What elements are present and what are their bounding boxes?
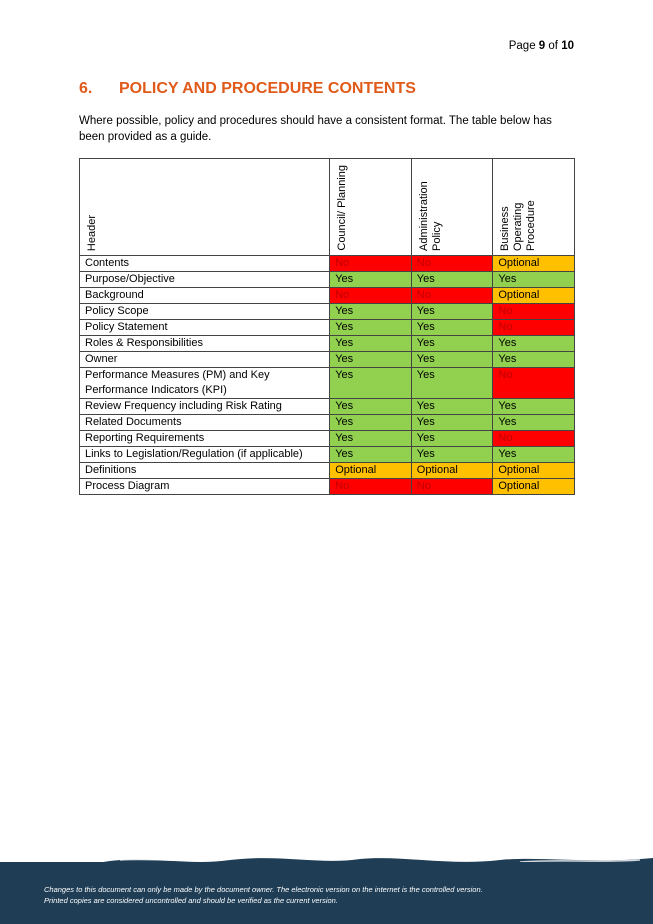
row-label: Reporting Requirements	[80, 431, 330, 447]
row-label: Background	[80, 288, 330, 304]
row-value: Optional	[411, 463, 493, 479]
row-value: Yes	[411, 304, 493, 320]
row-value: Yes	[411, 431, 493, 447]
table-row	[80, 431, 575, 447]
row-value: No	[493, 304, 575, 320]
row-value: No	[411, 288, 493, 304]
row-label: Purpose/Objective	[80, 272, 330, 288]
row-value: Yes	[330, 336, 412, 352]
row-label: Contents	[80, 256, 330, 272]
row-label: Performance Measures (PM) and Key Performance Indicators (KPI)	[80, 368, 330, 399]
contents-table	[79, 158, 575, 495]
row-value: No	[411, 256, 493, 272]
row-value: Yes	[411, 415, 493, 431]
row-value: Yes	[330, 272, 412, 288]
table-row	[80, 479, 575, 495]
row-value: Yes	[330, 415, 412, 431]
row-label: Process Diagram	[80, 479, 330, 495]
row-value: No	[411, 479, 493, 495]
intro-paragraph: Where possible, policy and procedures should have a consistent format. The table below has been provided as a guide.	[79, 115, 552, 143]
row-label: Policy Statement	[80, 320, 330, 336]
row-value: Optional	[493, 256, 575, 272]
row-value: Yes	[330, 304, 412, 320]
row-value: No	[493, 320, 575, 336]
row-value: Yes	[411, 447, 493, 463]
row-label: Policy Scope	[80, 304, 330, 320]
header-col-header: Header	[80, 159, 330, 256]
row-value: Yes	[411, 352, 493, 368]
row-value: No	[493, 368, 575, 399]
row-label: Definitions	[80, 463, 330, 479]
row-value: Yes	[493, 399, 575, 415]
table-row	[80, 336, 575, 352]
table-row	[80, 288, 575, 304]
total-pages: 10	[561, 40, 574, 52]
row-value: Yes	[493, 352, 575, 368]
row-value: Yes	[330, 368, 412, 399]
row-value: Yes	[330, 431, 412, 447]
footer-disclaimer: Changes to this document can only be made by the document owner. The electronic version on the internet is the controlled version. Printed copies are considered uncontrolled and should be verified as the current version.	[44, 885, 483, 905]
row-label: Related Documents	[80, 415, 330, 431]
row-value: No	[330, 479, 412, 495]
section-title: POLICY AND PROCEDURE CONTENTS	[119, 80, 416, 97]
table-row	[80, 272, 575, 288]
table-row	[80, 447, 575, 463]
table-row	[80, 399, 575, 415]
header-row	[80, 159, 575, 256]
page-number: Page 9 of 10	[508, 40, 574, 52]
row-value: Yes	[411, 336, 493, 352]
row-value: Optional	[493, 479, 575, 495]
header-col-administration: Administration Policy	[411, 159, 493, 256]
row-value: No	[330, 256, 412, 272]
row-value: Optional	[330, 463, 412, 479]
table-row	[80, 415, 575, 431]
row-value: Yes	[411, 272, 493, 288]
row-value: Yes	[493, 272, 575, 288]
row-value: Yes	[330, 320, 412, 336]
table-row	[80, 304, 575, 320]
section-heading	[79, 80, 416, 98]
row-value: Yes	[411, 320, 493, 336]
row-label: Owner	[80, 352, 330, 368]
row-value: Yes	[411, 399, 493, 415]
current-page: 9	[538, 40, 546, 52]
row-value: No	[493, 431, 575, 447]
row-value: Yes	[411, 368, 493, 399]
table-row	[80, 463, 575, 479]
row-value: Yes	[330, 447, 412, 463]
table-row	[80, 256, 575, 272]
row-value: No	[330, 288, 412, 304]
row-label: Roles & Responsibilities	[80, 336, 330, 352]
header-col-business: Business Operating Procedure	[493, 159, 575, 256]
section-number: 6.	[79, 80, 93, 97]
table-row	[80, 320, 575, 336]
row-value: Yes	[493, 336, 575, 352]
row-value: Yes	[493, 447, 575, 463]
row-value: Yes	[493, 415, 575, 431]
row-value: Optional	[493, 288, 575, 304]
row-value: Optional	[493, 463, 575, 479]
row-value: Yes	[330, 352, 412, 368]
row-label: Review Frequency including Risk Rating	[80, 399, 330, 415]
table-row	[80, 368, 575, 399]
table-row	[80, 352, 575, 368]
row-value: Yes	[330, 399, 412, 415]
row-label: Links to Legislation/Regulation (if applicable)	[80, 447, 330, 463]
header-col-council: Council/ Planning	[330, 159, 412, 256]
